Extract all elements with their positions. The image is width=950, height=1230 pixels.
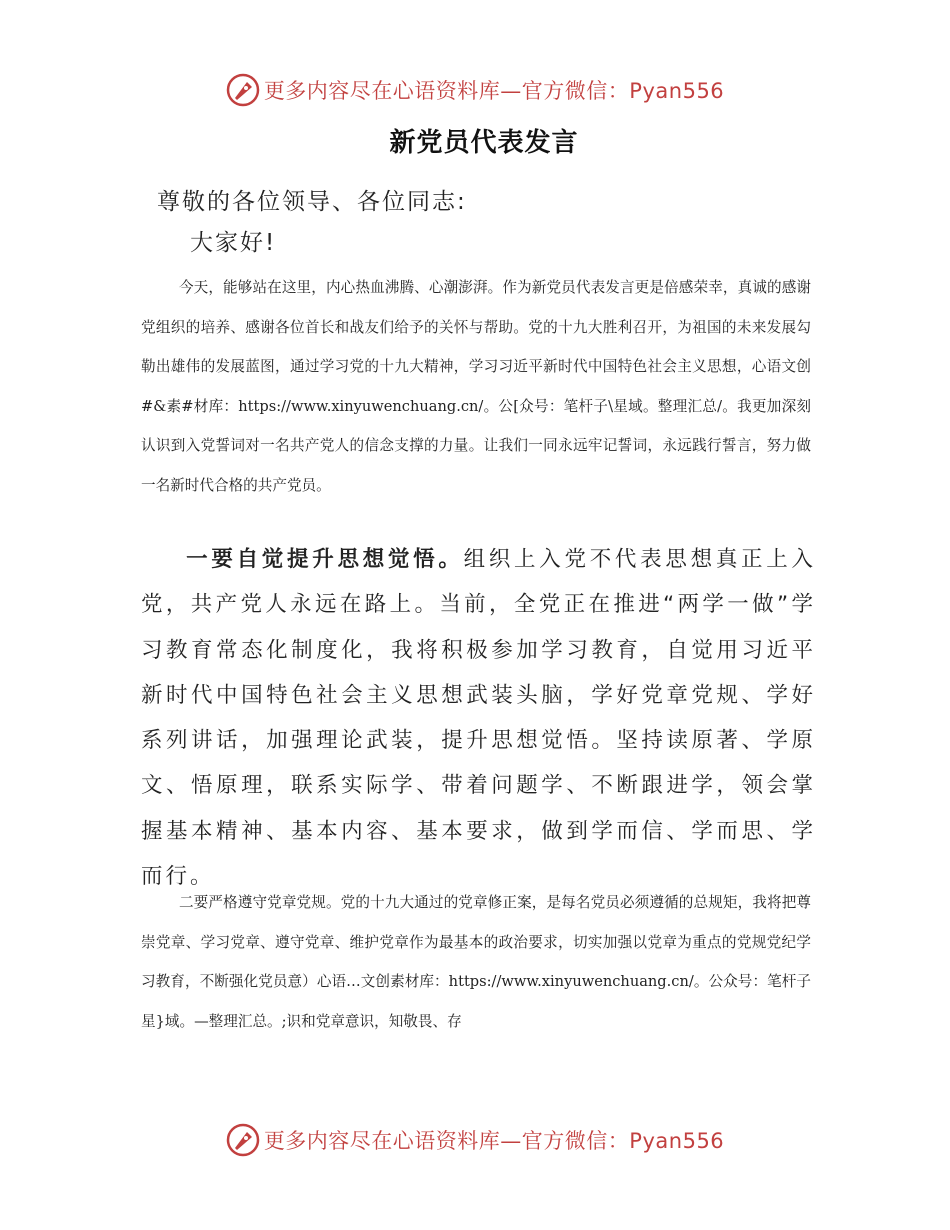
banner-text: 更多内容尽在心语资料库—官方微信：Pyan556 (263, 1129, 725, 1153)
banner-text: 更多内容尽在心语资料库—官方微信：Pyan556 (263, 79, 725, 103)
paragraph-first-point (141, 537, 816, 899)
pen-nib-logo-icon (226, 1123, 260, 1157)
paragraph-intro (141, 268, 811, 506)
greeting: 尊敬的各位领导、各位同志: (157, 189, 467, 215)
first-point-body: 组织上入党不代表思想真正上入党，共产党人永远在路上。当前，全党正在推进“两学一做”学习教育常态化制度化，我将积极参加学习教育，自觉用习近平新时代中国特色社会主义思想武装头脑，学好党章党规、学好系列讲话，加强理论武装，提升思想觉悟。坚持读原著、学原文、悟原理，联系实际学、带着问题学、不断跟进学，领会掌握基本精神、基本内容、基本要求，做到学而信、学而思、学而行。 (141, 547, 816, 890)
paragraph-intro-text: 今天，能够站在这里，内心热血沸腾、心潮澎湃。作为新党员代表发言更是倍感荣幸，真诚的感谢党组织的培养、感谢各位首长和战友们给予的关怀与帮助。党的十九大胜利召开，为祖国的未来发展勾勒出雄伟的发展蓝图，通过学习党的十九大精神，学习习近平新时代中国特色社会主义思想，心语文创#&素#材库：https://www.xinyuwenchuang.cn/。公[众号：笔杆子\星域。整理汇总/。我更加深刻认识到入党誓词对一名共产党人的信念支撑的力量。让我们一同永远牢记誓词，永远践行誓言，努力做一名新时代合格的共产党员。 (141, 279, 811, 494)
footer-banner (0, 1120, 950, 1160)
second-point-text: 二要严格遵守党章党规。党的十九大通过的党章修正案，是每名党员必须遵循的总规矩，我将把尊崇党章、学习党章、遵守党章、维护党章作为最基本的政治要求，切实加强以党章为重点的党规党纪学习教育，不断强化党员意）心语…文创素材库：https://www.xinyuwenchuang.cn/。公众号：笔杆子星}域。—整理汇总。;识和党章意识，知敬畏、存 (141, 894, 811, 1030)
header-banner (0, 70, 950, 110)
salutation: 大家好! (190, 230, 277, 256)
first-point-heading: 一要自觉提升思想觉悟。 (186, 547, 464, 572)
page-title: 新党员代表发言 (389, 128, 579, 158)
paragraph-second-point (141, 883, 811, 1041)
pen-nib-logo-icon (226, 73, 260, 107)
